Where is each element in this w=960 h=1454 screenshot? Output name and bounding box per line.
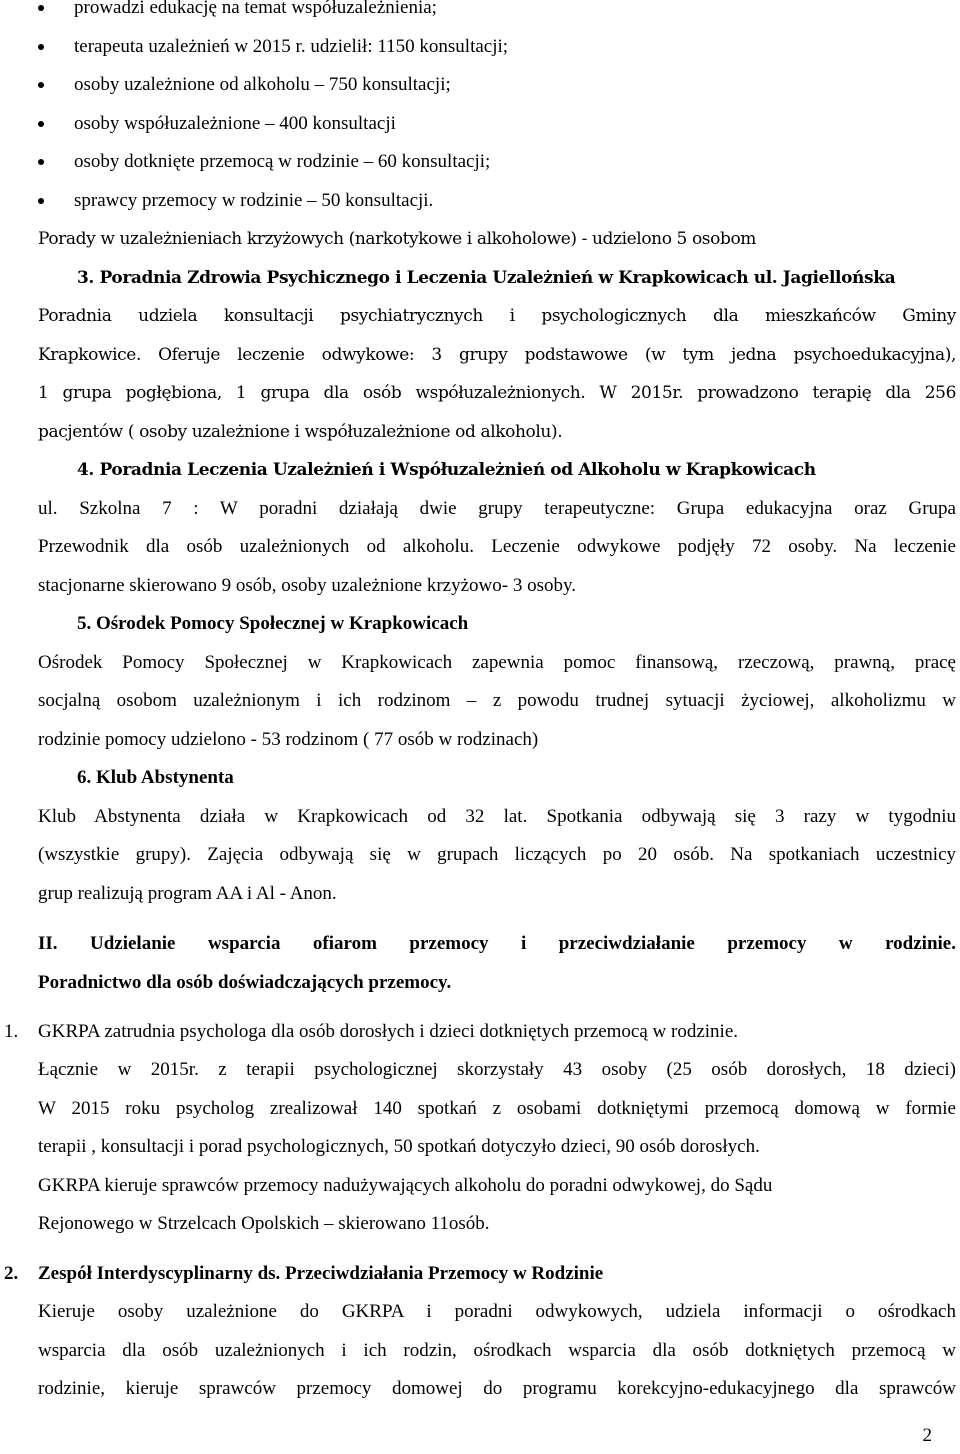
- item-1-text: GKRPA zatrudnia psychologa dla osób dorosłych i dzieci dotkniętych przemocą w rodzinie.: [38, 1021, 739, 1042]
- section-5-text: rodzinie pomocy udzielono - 53 rodzinom ( 77 osób w rodzinach): [38, 729, 539, 750]
- item-1-text: W 2015 roku psycholog zrealizował 140 spotkań z osobami dotkniętymi przemocą domową w formie: [38, 1098, 956, 1119]
- section-4-text: ul. Szkolna 7 : W poradni działają dwie grupy terapeutyczne: Grupa edukacyjna oraz Grupa: [38, 498, 956, 519]
- item-2-number: 2.: [4, 1263, 19, 1284]
- section-3-heading: 3. Poradnia Zdrowia Psychicznego i Leczenia Uzależnień w Krapkowicach ul. Jagiellońska: [77, 268, 896, 288]
- item-2-text: wsparcia dla osób uzależnionych i ich rodzin, ośrodkach wsparcia dla osób dotkniętych przemocą w: [38, 1340, 956, 1361]
- bullet-item: prowadzi edukację na temat współuzależnienia;: [38, 0, 938, 28]
- item-1-text: terapii , konsultacji i porad psychologicznych, 50 spotkań dotyczyło dzieci, 90 osób dorosłych.: [38, 1136, 760, 1157]
- section-6-text: grup realizują program AA i Al - Anon.: [38, 883, 337, 904]
- section-5-text: socjalną osobom uzależnionym i ich rodzinom – z powodu trudnej sytuacji życiowej, alkoholizmu w: [38, 690, 956, 711]
- bullet-item: sprawcy przemocy w rodzinie – 50 konsultacji.: [38, 182, 938, 221]
- section-3-text: Poradnia udziela konsultacji psychiatrycznych i psychologicznych dla mieszkańców Gminy: [38, 306, 956, 326]
- section-4-heading: 4. Poradnia Leczenia Uzależnień i Współuzależnień od Alkoholu w Krapkowicach: [77, 460, 816, 480]
- section-ii-subheading: Poradnictwo dla osób doświadczających przemocy.: [38, 972, 452, 993]
- section-5-text: Ośrodek Pomocy Społecznej w Krapkowicach zapewnia pomoc finansową, rzeczową, prawną, pracę: [38, 652, 956, 673]
- section-3-text: 1 grupa pogłębiona, 1 grupa dla osób współuzależnionych. W 2015r. prowadzono terapię dla 256: [38, 383, 956, 403]
- section-6-text: (wszystkie grupy). Zajęcia odbywają się w grupach liczących po 20 osób. Na spotkaniach uczestnicy: [38, 844, 956, 865]
- item-1-text: Rejonowego w Strzelcach Opolskich – skierowano 11osób.: [38, 1213, 490, 1234]
- bullet-item: osoby dotknięte przemocą w rodzinie – 60 konsultacji;: [38, 143, 938, 182]
- item-2-text: rodzinie, kieruje sprawców przemocy domowej do programu korekcyjno-edukacyjnego dla sprawców: [38, 1378, 956, 1399]
- section-3-text: pacjentów ( osoby uzależnione i współuzależnione od alkoholu).: [38, 422, 563, 442]
- bullet-list: [38, 0, 938, 220]
- item-1-text: GKRPA kieruje sprawców przemocy nadużywających alkoholu do poradni odwykowej, do Sądu: [38, 1175, 773, 1196]
- bullet-item: osoby współuzależnione – 400 konsultacji: [38, 105, 938, 144]
- section-4-text: Przewodnik dla osób uzależnionych od alkoholu. Leczenie odwykowe podjęły 72 osoby. Na leczenie: [38, 536, 956, 557]
- section-ii-heading: II. Udzielanie wsparcia ofiarom przemocy i przeciwdziałanie przemocy w rodzinie.: [38, 933, 956, 954]
- section-4-text: stacjonarne skierowano 9 osób, osoby uzależnione krzyżowo- 3 osoby.: [38, 575, 577, 596]
- item-2-heading: [4, 1255, 956, 1294]
- item-1-text: Łącznie w 2015r. z terapii psychologicznej skorzystały 43 osoby (25 osób dorosłych, 18 dzieci): [38, 1059, 956, 1080]
- bullet-item: terapeuta uzależnień w 2015 r. udzielił: 1150 konsultacji;: [38, 28, 938, 67]
- porady-line: Porady w uzależnieniach krzyżowych (narkotykowe i alkoholowe) - udzielono 5 osobom: [38, 229, 756, 249]
- page-number: 2: [922, 1425, 932, 1446]
- item-2-text: Kieruje osoby uzależnione do GKRPA i poradni odwykowych, udziela informacji o ośrodkach: [38, 1301, 956, 1322]
- section-3-text: Krapkowice. Oferuje leczenie odwykowe: 3 grupy podstawowe (w tym jedna psychoedukacyjna),: [38, 345, 956, 365]
- item-1-number: 1.: [4, 1021, 19, 1042]
- section-6-text: Klub Abstynenta działa w Krapkowicach od 32 lat. Spotkania odbywają się 3 razy w tygodniu: [38, 806, 956, 827]
- bullet-item: osoby uzależnione od alkoholu – 750 konsultacji;: [38, 66, 938, 105]
- item-2-heading-text: Zespół Interdyscyplinarny ds. Przeciwdziałania Przemocy w Rodzinie: [38, 1263, 604, 1284]
- section-6-heading: 6. Klub Abstynenta: [77, 767, 234, 788]
- item-1-line: [4, 1013, 956, 1052]
- section-5-heading: 5. Ośrodek Pomocy Społecznej w Krapkowicach: [77, 613, 469, 634]
